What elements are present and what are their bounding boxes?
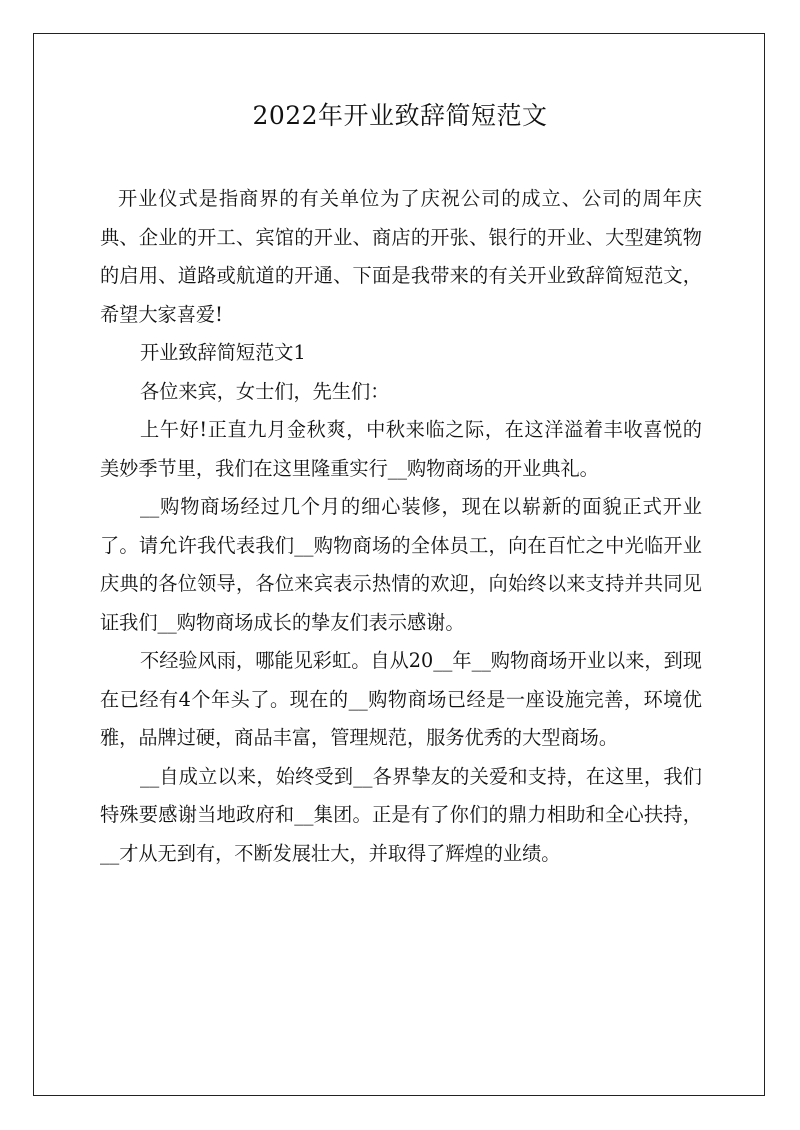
body-paragraph: 上午好!正直九月金秋爽，中秋来临之际，在这洋溢着丰收喜悦的美妙季节里，我们在这里隆重实行__购物商场的开业典礼。 <box>100 418 702 480</box>
body-paragraph: __购物商场经过几个月的细心装修，现在以崭新的面貌正式开业了。请允许我代表我们__购物商场的全体员工，向在百忙之中光临开业庆典的各位领导，各位来宾表示热情的欢迎，向始终以来支持并共同见证我们__购物商场成长的挚友们表示感谢。 <box>100 495 702 634</box>
section-heading: 开业致辞简短范文1 <box>140 341 306 364</box>
body-paragraph: 不经验风雨，哪能见彩虹。自从20__年__购物商场开业以来，到现在已经有4个年头了。现在的__购物商场已经是一座设施完善，环境优雅，品牌过硬，商品丰富，管理规范，服务优秀的大型商场。 <box>100 649 702 749</box>
body-paragraph: __自成立以来，始终受到__各界挚友的关爱和支持，在这里，我们特殊要感谢当地政府和__集团。正是有了你们的鼎力相助和全心扶持，__才从无到有，不断发展壮大，并取得了辉煌的业绩。 <box>100 764 702 865</box>
document-title: 2022年开业致辞简短范文 <box>252 101 548 130</box>
intro-paragraph: 开业仪式是指商界的有关单位为了庆祝公司的成立、公司的周年庆典、企业的开工、宾馆的开业、商店的开张、银行的开业、大型建筑物的启用、道路或航道的开通、下面是我带来的有关开业致辞简短范文，希望大家喜爱! <box>100 187 702 326</box>
salutation-paragraph: 各位来宾，女士们，先生们： <box>140 379 390 403</box>
document-body <box>100 180 702 873</box>
